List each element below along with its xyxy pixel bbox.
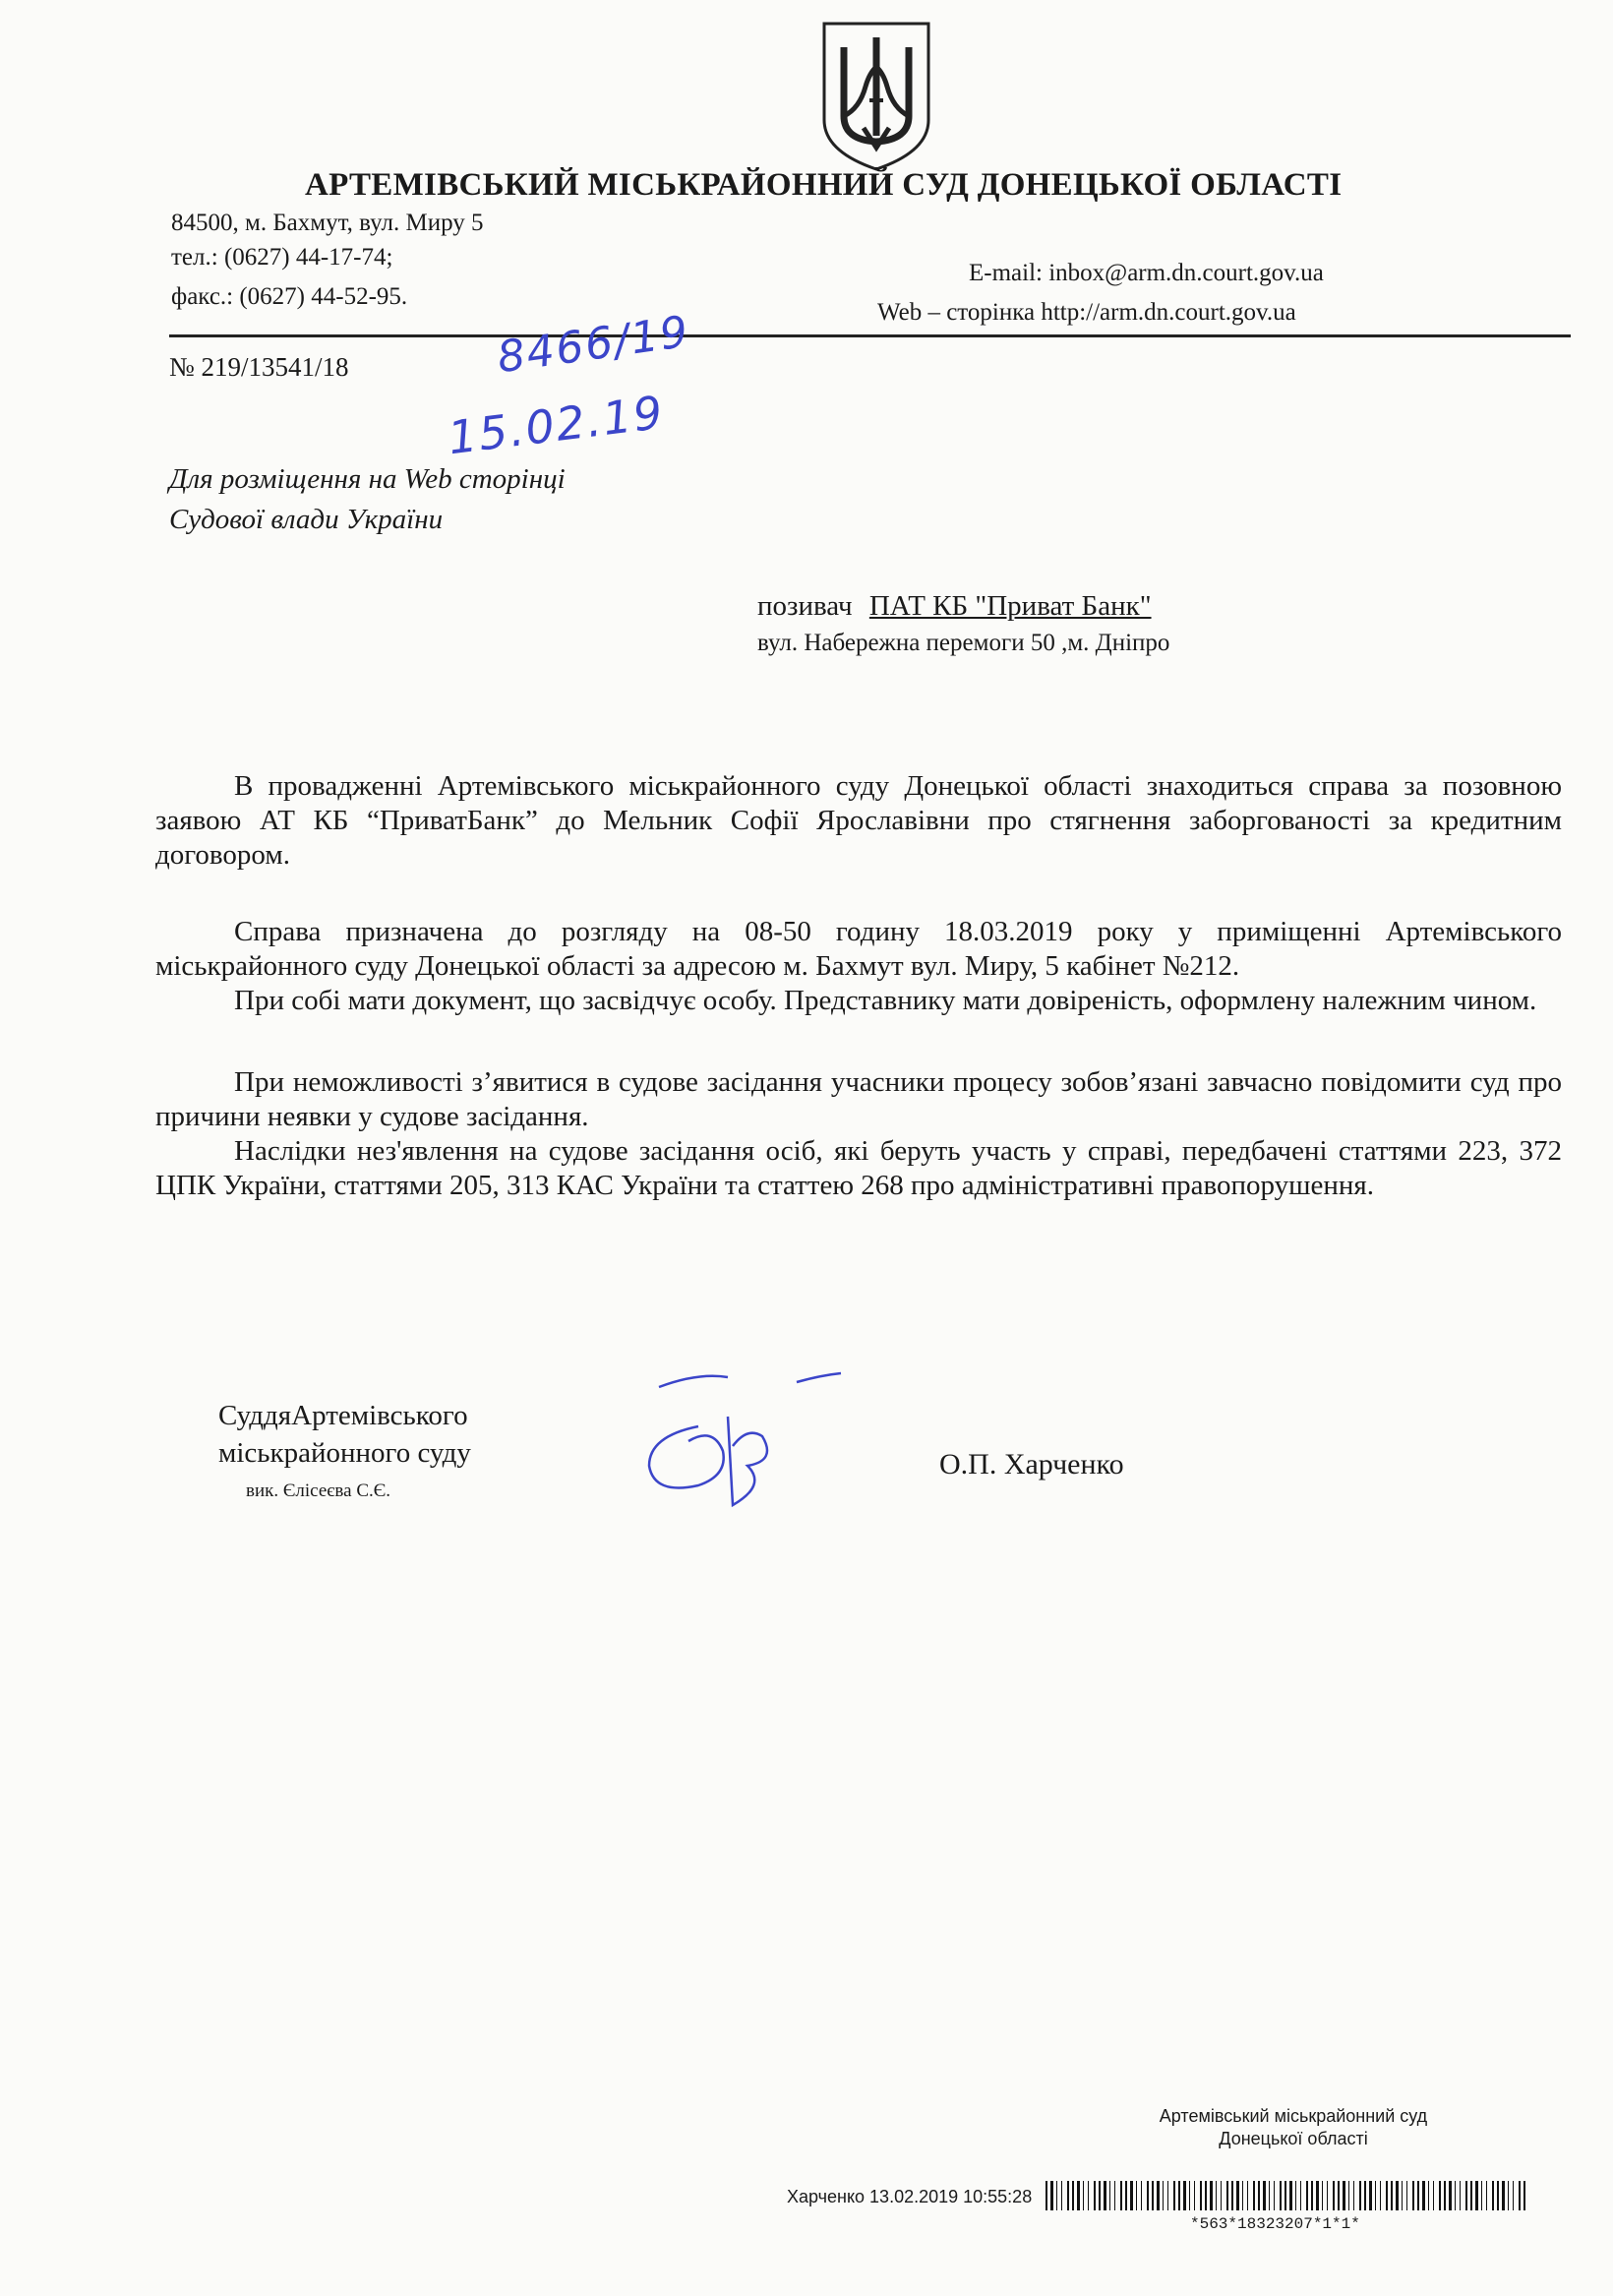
barcode-bar: [1402, 2181, 1403, 2210]
barcode-bar: [1481, 2181, 1482, 2210]
barcode-bar: [1386, 2181, 1388, 2210]
barcode-bar: [1147, 2181, 1149, 2210]
court-phone: тел.: (0627) 44-17-74;: [171, 244, 393, 271]
barcode-bar: [1300, 2181, 1301, 2210]
barcode-bar: [1099, 2181, 1101, 2210]
barcode-bar: [1338, 2181, 1340, 2210]
barcode-bar: [1439, 2181, 1441, 2210]
stamp-court-line-2: Донецької області: [1219, 2129, 1368, 2148]
barcode-bar: [1050, 2181, 1053, 2210]
barcode-bar: [1470, 2181, 1472, 2210]
barcode-bar: [1253, 2181, 1255, 2210]
registration-stamp-court: [1151, 2105, 1436, 2150]
barcode-bar: [1444, 2181, 1446, 2210]
barcode-bar: [1460, 2181, 1461, 2210]
barcode-bar: [1311, 2181, 1313, 2210]
barcode-bar: [1513, 2181, 1514, 2210]
barcode-bar: [1231, 2181, 1233, 2210]
recipient-line-1: Для розміщення на Web сторінці: [169, 463, 566, 495]
barcode-bar: [1083, 2181, 1084, 2210]
barcode-bar: [1236, 2181, 1239, 2210]
barcode-bar: [1152, 2181, 1154, 2210]
barcode-bar: [1120, 2181, 1122, 2210]
barcode-bar: [1088, 2181, 1089, 2210]
paragraph-absence-notice: При неможливості з’явитися в судове засідання учасники процесу зобов’язані завчасно повідомити суд про причини неявки у судове засідання.: [155, 1066, 1562, 1132]
barcode-bar: [1519, 2181, 1521, 2210]
barcode-bar: [1417, 2181, 1419, 2210]
barcode-bar: [1369, 2181, 1372, 2210]
barcode-bar: [1306, 2181, 1308, 2210]
barcode-bar: [1353, 2181, 1354, 2210]
barcode-bar: [1523, 2181, 1525, 2210]
barcode-bar: [1412, 2181, 1414, 2210]
barcode-bar: [1348, 2181, 1349, 2210]
barcode-bar: [1242, 2181, 1243, 2210]
barcode-bar: [1497, 2181, 1499, 2210]
barcode-bar: [1295, 2181, 1296, 2210]
barcode-bar: [1343, 2181, 1345, 2210]
stamp-court-line-1: Артемівський міськрайонний суд: [1159, 2106, 1428, 2126]
barcode-bar: [1396, 2181, 1399, 2210]
barcode-bar: [1210, 2181, 1213, 2210]
barcode-bar: [1274, 2181, 1275, 2210]
paragraph-consequences: Наслідки нез'явлення на судове засідання осіб, які беруть участь у справі, передбачені статтями 223, 372 ЦПК України, статтями 205, 313 КАС України та статтею 268 про адміністративні правопорушення.: [155, 1135, 1562, 1201]
barcode-bar: [1178, 2181, 1180, 2210]
barcode-bar: [1289, 2181, 1292, 2210]
barcode-bar: [1364, 2181, 1366, 2210]
barcode-bar: [1475, 2181, 1478, 2210]
barcode-bar: [1163, 2181, 1164, 2210]
barcode-bar: [1433, 2181, 1434, 2210]
barcode-bar: [1284, 2181, 1286, 2210]
barcode-bar: [1508, 2181, 1509, 2210]
barcode-bar: [1359, 2181, 1361, 2210]
barcode-bar: [1194, 2181, 1195, 2210]
case-number: № 219/13541/18: [169, 352, 349, 382]
judge-title-line-2: міськрайонного суду: [218, 1437, 471, 1469]
paragraph-case-description: В провадженні Артемівського міськрайонного суду Донецької області знаходиться справа за позовною заявою АТ КБ “ПриватБанк” до Мельник Софії Ярославівни про стягнення заборгованості за кредитним договором.: [155, 770, 1562, 871]
barcode-bar: [1045, 2181, 1047, 2210]
barcode-bar: [1056, 2181, 1057, 2210]
barcode-bar: [1200, 2181, 1202, 2210]
barcode-bar: [1189, 2181, 1190, 2210]
paragraph-identity-document: При собі мати документ, що засвідчує особу. Представнику мати довіреність, оформлену належним чином.: [234, 985, 1537, 1016]
barcode-bar: [1061, 2181, 1062, 2210]
plaintiff-name: ПАТ КБ "Приват Банк": [868, 590, 1152, 622]
barcode-bar: [1422, 2181, 1425, 2210]
barcode-bar: [1157, 2181, 1160, 2210]
registration-timestamp: Харченко 13.02.2019 10:55:28: [787, 2187, 1033, 2206]
barcode-bar: [1072, 2181, 1074, 2210]
barcode: [1045, 2181, 1532, 2210]
barcode-bar: [1125, 2181, 1127, 2210]
barcode-bar: [1322, 2181, 1323, 2210]
judge-name: О.П. Харченко: [939, 1448, 1124, 1480]
barcode-bar: [1247, 2181, 1248, 2210]
barcode-bar: [1449, 2181, 1452, 2210]
barcode-bar: [1216, 2181, 1217, 2210]
court-email: E-mail: inbox@arm.dn.court.gov.ua: [969, 260, 1324, 286]
judge-signature: [629, 1367, 866, 1515]
barcode-bar: [1077, 2181, 1080, 2210]
barcode-bar: [1455, 2181, 1456, 2210]
court-name: АРТЕМІВСЬКИЙ МІСЬКРАЙОННИЙ СУД ДОНЕЦЬКОЇ ОБЛАСТІ: [305, 167, 1343, 203]
plaintiff-line: [757, 590, 1152, 623]
barcode-bar: [1502, 2181, 1505, 2210]
barcode-bar: [1173, 2181, 1175, 2210]
plaintiff-label: позивач: [757, 590, 853, 622]
barcode-bar: [1167, 2181, 1168, 2210]
paragraph-hearing-date: Справа призначена до розгляду на 08-50 годину 18.03.2019 року у приміщенні Артемівського міськрайонного суду Донецької області за адресою м. Бахмут вул. Миру, 5 кабінет №212.: [155, 916, 1562, 982]
recipient-block: [169, 459, 566, 539]
barcode-bar: [1226, 2181, 1228, 2210]
barcode-number: *563*18323207*1*1*: [1190, 2215, 1360, 2233]
barcode-bar: [1280, 2181, 1282, 2210]
executor-name: вик. Єлісеєва С.Є.: [246, 1480, 391, 1501]
barcode-bar: [1258, 2181, 1260, 2210]
barcode-bar: [1391, 2181, 1393, 2210]
court-website: Web – сторінка http://arm.dn.court.gov.ua: [877, 299, 1296, 326]
barcode-bar: [1375, 2181, 1376, 2210]
barcode-bar: [1333, 2181, 1335, 2210]
barcode-bar: [1094, 2181, 1096, 2210]
barcode-bar: [1327, 2181, 1328, 2210]
barcode-bar: [1380, 2181, 1381, 2210]
barcode-bar: [1269, 2181, 1270, 2210]
plaintiff-address: вул. Набережна перемоги 50 ,м. Дніпро: [757, 630, 1170, 656]
barcode-bar: [1316, 2181, 1319, 2210]
handwritten-registration-number: 8466/19: [494, 306, 693, 384]
barcode-bar: [1104, 2181, 1106, 2210]
recipient-line-2: Судової влади України: [169, 503, 444, 535]
judge-title-line-1: СуддяАртемівського: [218, 1400, 468, 1431]
barcode-bar: [1492, 2181, 1494, 2210]
barcode-bar: [1130, 2181, 1133, 2210]
barcode-bar: [1114, 2181, 1115, 2210]
barcode-bar: [1406, 2181, 1407, 2210]
barcode-bar: [1067, 2181, 1069, 2210]
barcode-bar: [1136, 2181, 1137, 2210]
court-address: 84500, м. Бахмут, вул. Миру 5: [171, 210, 484, 236]
barcode-bar: [1428, 2181, 1429, 2210]
court-fax: факс.: (0627) 44-52-95.: [171, 283, 408, 310]
barcode-bar: [1486, 2181, 1487, 2210]
barcode-bar: [1263, 2181, 1266, 2210]
barcode-bar: [1183, 2181, 1186, 2210]
barcode-bar: [1205, 2181, 1207, 2210]
barcode-bar: [1465, 2181, 1467, 2210]
coat-of-arms-icon: [818, 18, 934, 173]
barcode-bar: [1109, 2181, 1110, 2210]
judge-title: [218, 1397, 471, 1472]
handwritten-registration-date: 15.02.19: [445, 385, 668, 465]
header-divider: [169, 334, 1571, 337]
barcode-bar: [1141, 2181, 1142, 2210]
barcode-bar: [1221, 2181, 1222, 2210]
